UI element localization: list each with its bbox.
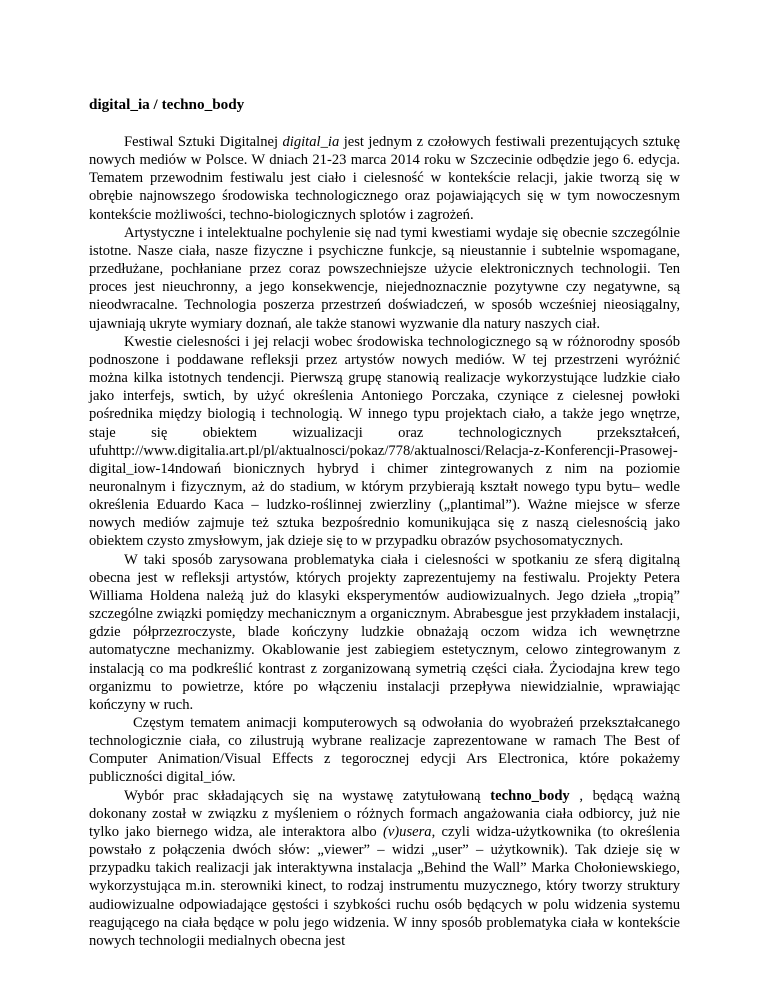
paragraph-exhibition-text-a: Wybór prac składających się na wystawę zatytułowaną bbox=[124, 787, 491, 804]
paragraph-exhibition-text-c: , czyli widza-użytkownika (to określenia powstało z połączenia dwóch słów: „viewer” – widzi „user” – użytkownik). Tak dzieje się w przypadku takich realizacji jak interaktywna instalacja „Behind the Wall” Marka Chołoniewskiego, wykorzystująca m.in. sterowniki kinect, to rodzaj instrumentu muzycznego, który tworzy struktury audiowizualne odpowiadające gęstości i szybkości ruchu osób będących w polu widzenia systemu reagującego na ciała będące w polu jego widzenia. W inny sposób problematyka ciała w kontekście nowych technologii medialnych obecna jest bbox=[89, 823, 680, 949]
document-body bbox=[89, 96, 680, 950]
paragraph-corporeality: Kwestie cielesności i jej relacji wobec środowiska technologicznego są w różnorodny sposób podnoszone i poddawane refleksji przez artystów nowych mediów. W tej przestrzeni wyróżnić można kilka istotnych tendencji. Pierwszą grupę stanowią realizacje wykorzystujące ludzkie ciało jako interfejs, swtich, by użyć określenia Antoniego Porczaka, czyniące z cielesnej powłoki pośrednika między biologią i technologią. W innego typu projektach ciało, a także jego wnętrze, staje się obiektem wizualizacji oraz technologicznych przekształceń, ufuhttp://www.digitalia.art.pl/pl/aktualnosci/pokaz/778/aktualnosci/Relacja-z-Konferencji-Prasowej-digital_iow-14ndowań bionicznych hybryd i chimer zintegrowanych z nim na poziomie neuronalnym i fizycznym, aż do stadium, w którym przybierają kształt nowego typu bytu– wedle określenia Eduardo Kaca – ludzko-roślinnej zwierzliny („plantimal”). Ważne miejsce w sferze nowych mediów zajmuje też sztuka bezpośrednio komunikująca się z naszą cielesnością jako obiektem czysto zmysłowym, jak dzieje się to w przypadku obrazów psychosomatycznych. bbox=[89, 333, 680, 550]
document-title: digital_ia / techno_body bbox=[89, 96, 245, 113]
paragraph-holden: W taki sposób zarysowana problematyka ciała i cielesności w spotkaniu ze sferą digitalną obecna jest w refleksji artystów, których projekty zaprezentujemy na festiwalu. Projekty Petera Williama Holdena należą już do klasyki eksperymentów audiowizualnych. Jego dzieła „tropią” szczególne związki pomiędzy mechanicznym a organicznym. Abrabesgue jest przykładem instalacji, gdzie półprzezroczyste, blade kończyny ludzkie obnażają oczom widza ich wewnętrzne automatyczne mechanizmy. Okablowanie jest zabiegiem estetycznym, celowo zintegrowanym z instalacją co ma podkreślić kontrast z zorganizowaną symetrią części ciała. Życiodajna krew tego organizmu to powietrze, które po włączeniu instalacji przepływa niewidzialnie, wprawiając kończyny w ruch. bbox=[89, 551, 680, 713]
paragraph-intro bbox=[89, 133, 680, 224]
paragraph-artistic: Artystyczne i intelektualne pochylenie się nad tymi kwestiami wydaje się obecnie szczególnie istotne. Nasze ciała, nasze fizyczne i psychiczne funkcje, są nieustannie i subtelnie wspomagane, przedłużane, pochłaniane przez coraz powszechniejsze użycie elektronicznych technologii. Ten proces jest nieuchronny, a jego konsekwencje, niejednoznacznie pozytywne czy negatywne, są nieodwracalne. Technologia poszerza przestrzeń doświadczeń, w sposób wcześniej nieosiągalny, ujawniają ukryte wymiary doznań, ale także stanowi wyzwanie dla natury naszych ciał. bbox=[89, 224, 680, 332]
paragraph-animation: Częstym tematem animacji komputerowych są odwołania do wyobrażeń przekształcanego technologicznie ciała, co zilustrują wybrane realizacje zaprezentowane w ramach The Best of Computer Animation/Visual Effects z tegorocznej edycji Ars Electronica, które pokażemy publiczności digital_iów. bbox=[89, 715, 680, 786]
paragraph-intro-text-a: Festiwal Sztuki Digitalnej bbox=[124, 134, 283, 150]
festival-name-emphasis: digital_ia bbox=[282, 134, 340, 150]
exhibition-title-strong: techno_body bbox=[490, 787, 570, 804]
paragraph-exhibition-text-b: , będącą ważną dokonany został w związku z myśleniem o różnych formach angażowania ciała odbiorcy, już nie tylko jako biernego widza, ale interaktora albo bbox=[89, 787, 680, 840]
paragraph-exhibition bbox=[89, 787, 680, 950]
vuser-emphasis: (v)usera bbox=[382, 823, 432, 840]
paragraph-intro-text-b: jest jednym z czołowych festiwali prezentujących sztukę nowych mediów w Polsce. W dniach 21-23 marca 2014 roku w Szczecinie odbędzie jego 6. edycja. Tematem przewodnim festiwalu jest ciało i cielesność w kontekście relacji, jakie tworzą się w obrębie najnowszego środowiska technologicznego oraz pojawiających się w tym nowoczesnym kontekście możliwości, techno-biologicznych splotów i zagrożeń. bbox=[89, 134, 681, 223]
